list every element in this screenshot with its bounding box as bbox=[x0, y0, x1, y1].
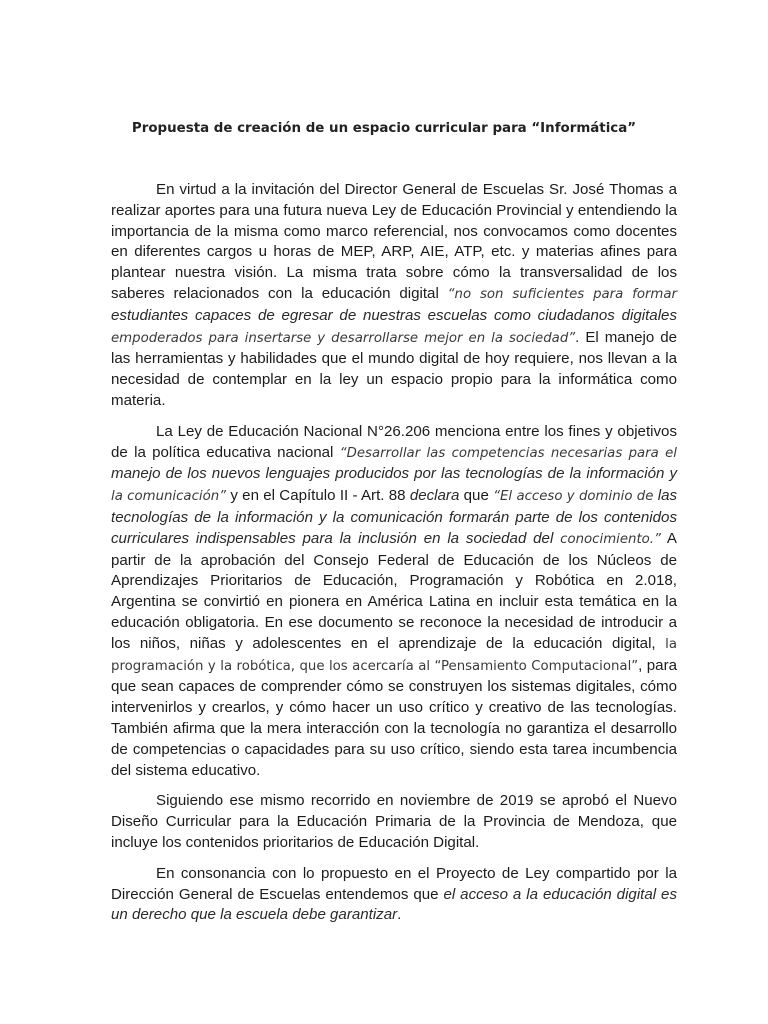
law-chapter-ref: y en el Capítulo II - Art. 88 bbox=[226, 487, 410, 505]
quote-access-2: las tecnologías de la información y la comunicación formarán parte de los contenidos curriculares indispensables para la inclusión en la sociedad del bbox=[111, 487, 678, 547]
law-conclusion: , para que sean capaces de comprender cómo se construyen los sistemas digitales, cómo intervenirlos y crearlos, y cómo hacer un uso crítico y creativo de las tecnologías. También afirma que la mera interacción con la tecnología no garantiza el desarrollo de competencias o capacidades para su uso crítico, siendo esta tarea incumbencia del sistema educativo. bbox=[111, 656, 677, 779]
paragraph-introduction bbox=[111, 180, 677, 412]
consonance-text: En consonancia con lo propuesto en el Proyecto de Ley compartido por la Dirección General de Escuelas entendemos que bbox=[111, 864, 677, 903]
quote-access-1: “El acceso y dominio de bbox=[493, 489, 654, 505]
document-title: Propuesta de creación de un espacio curricular para “Informática” bbox=[131, 121, 637, 136]
law-que: que bbox=[459, 487, 494, 505]
law-declara: declara bbox=[409, 487, 460, 505]
computational-thinking-phrase: la programación y la robótica, que los acercaría al “Pensamiento Computacional” bbox=[111, 636, 677, 674]
paragraph-curricular-design: Siguiendo ese mismo recorrido en noviembre de 2019 se aprobó el Nuevo Diseño Curricular para la Educación Primaria de la Provincia de Mendoza, que incluye los contenidos prioritarios de Educación Digital. bbox=[111, 792, 677, 851]
quote-right-to-digital-education: el acceso a la educación digital es un derecho que la escuela debe garantizar bbox=[111, 885, 677, 924]
document-body bbox=[111, 180, 677, 936]
intro-text: En virtud a la invitación del Director General de Escuelas Sr. José Thomas a realizar aportes para una futura nueva Ley de Educación Provincial y entendiendo la importancia de la misma como marco referencial, nos convocamos como docentes en diferentes cargos u horas de MEP, ARP, AIE, ATP, etc. y materias afines para plantear nuestra visión. La misma trata sobre cómo la transversalidad de los saberes relacionados con la educación digital bbox=[111, 181, 677, 302]
quote-digital-citizens-2: estudiantes capaces de egresar de nuestras escuelas como ciudadanos digitales bbox=[111, 306, 677, 324]
consonance-end: . bbox=[397, 906, 402, 924]
paragraph-consonance bbox=[111, 864, 677, 926]
quote-access-3: conocimiento.” bbox=[553, 531, 661, 547]
intro-conclusion: . El manejo de las herramientas y habilidades que el mundo digital de hoy requiere, nos llevan a la necesidad de contemplar en la ley un espacio propio para la informática como materia. bbox=[111, 328, 677, 409]
quote-digital-citizens-3: empoderados para insertarse y desarrollarse mejor en la sociedad” bbox=[111, 330, 576, 346]
quote-competencies-2: manejo de los nuevos lenguajes producidos por las tecnologías de la información y bbox=[111, 465, 677, 483]
law-federal-council: A partir de la aprobación del Consejo Federal de Educación de los Núcleos de Aprendizajes Prioritarios de Educación, Programación y Robótica en 2.018, Argentina se convirtió en pionera en América Latina en incluir esta temática en la educación obligatoria. En ese documento se reconoce la necesidad de introducir a los niños, niñas y adolescentes en el aprendizaje de la educación digital, bbox=[111, 529, 677, 652]
paragraph-national-law bbox=[111, 422, 677, 782]
quote-competencies-1: “Desarrollar las competencias necesarias para el bbox=[339, 445, 678, 461]
quote-competencies-3: la comunicación” bbox=[111, 489, 227, 505]
law-intro: La Ley de Educación Nacional N°26.206 menciona entre los fines y objetivos de la política educativa nacional bbox=[111, 422, 677, 461]
quote-digital-citizens-1: “no son suficientes para formar bbox=[447, 286, 677, 302]
